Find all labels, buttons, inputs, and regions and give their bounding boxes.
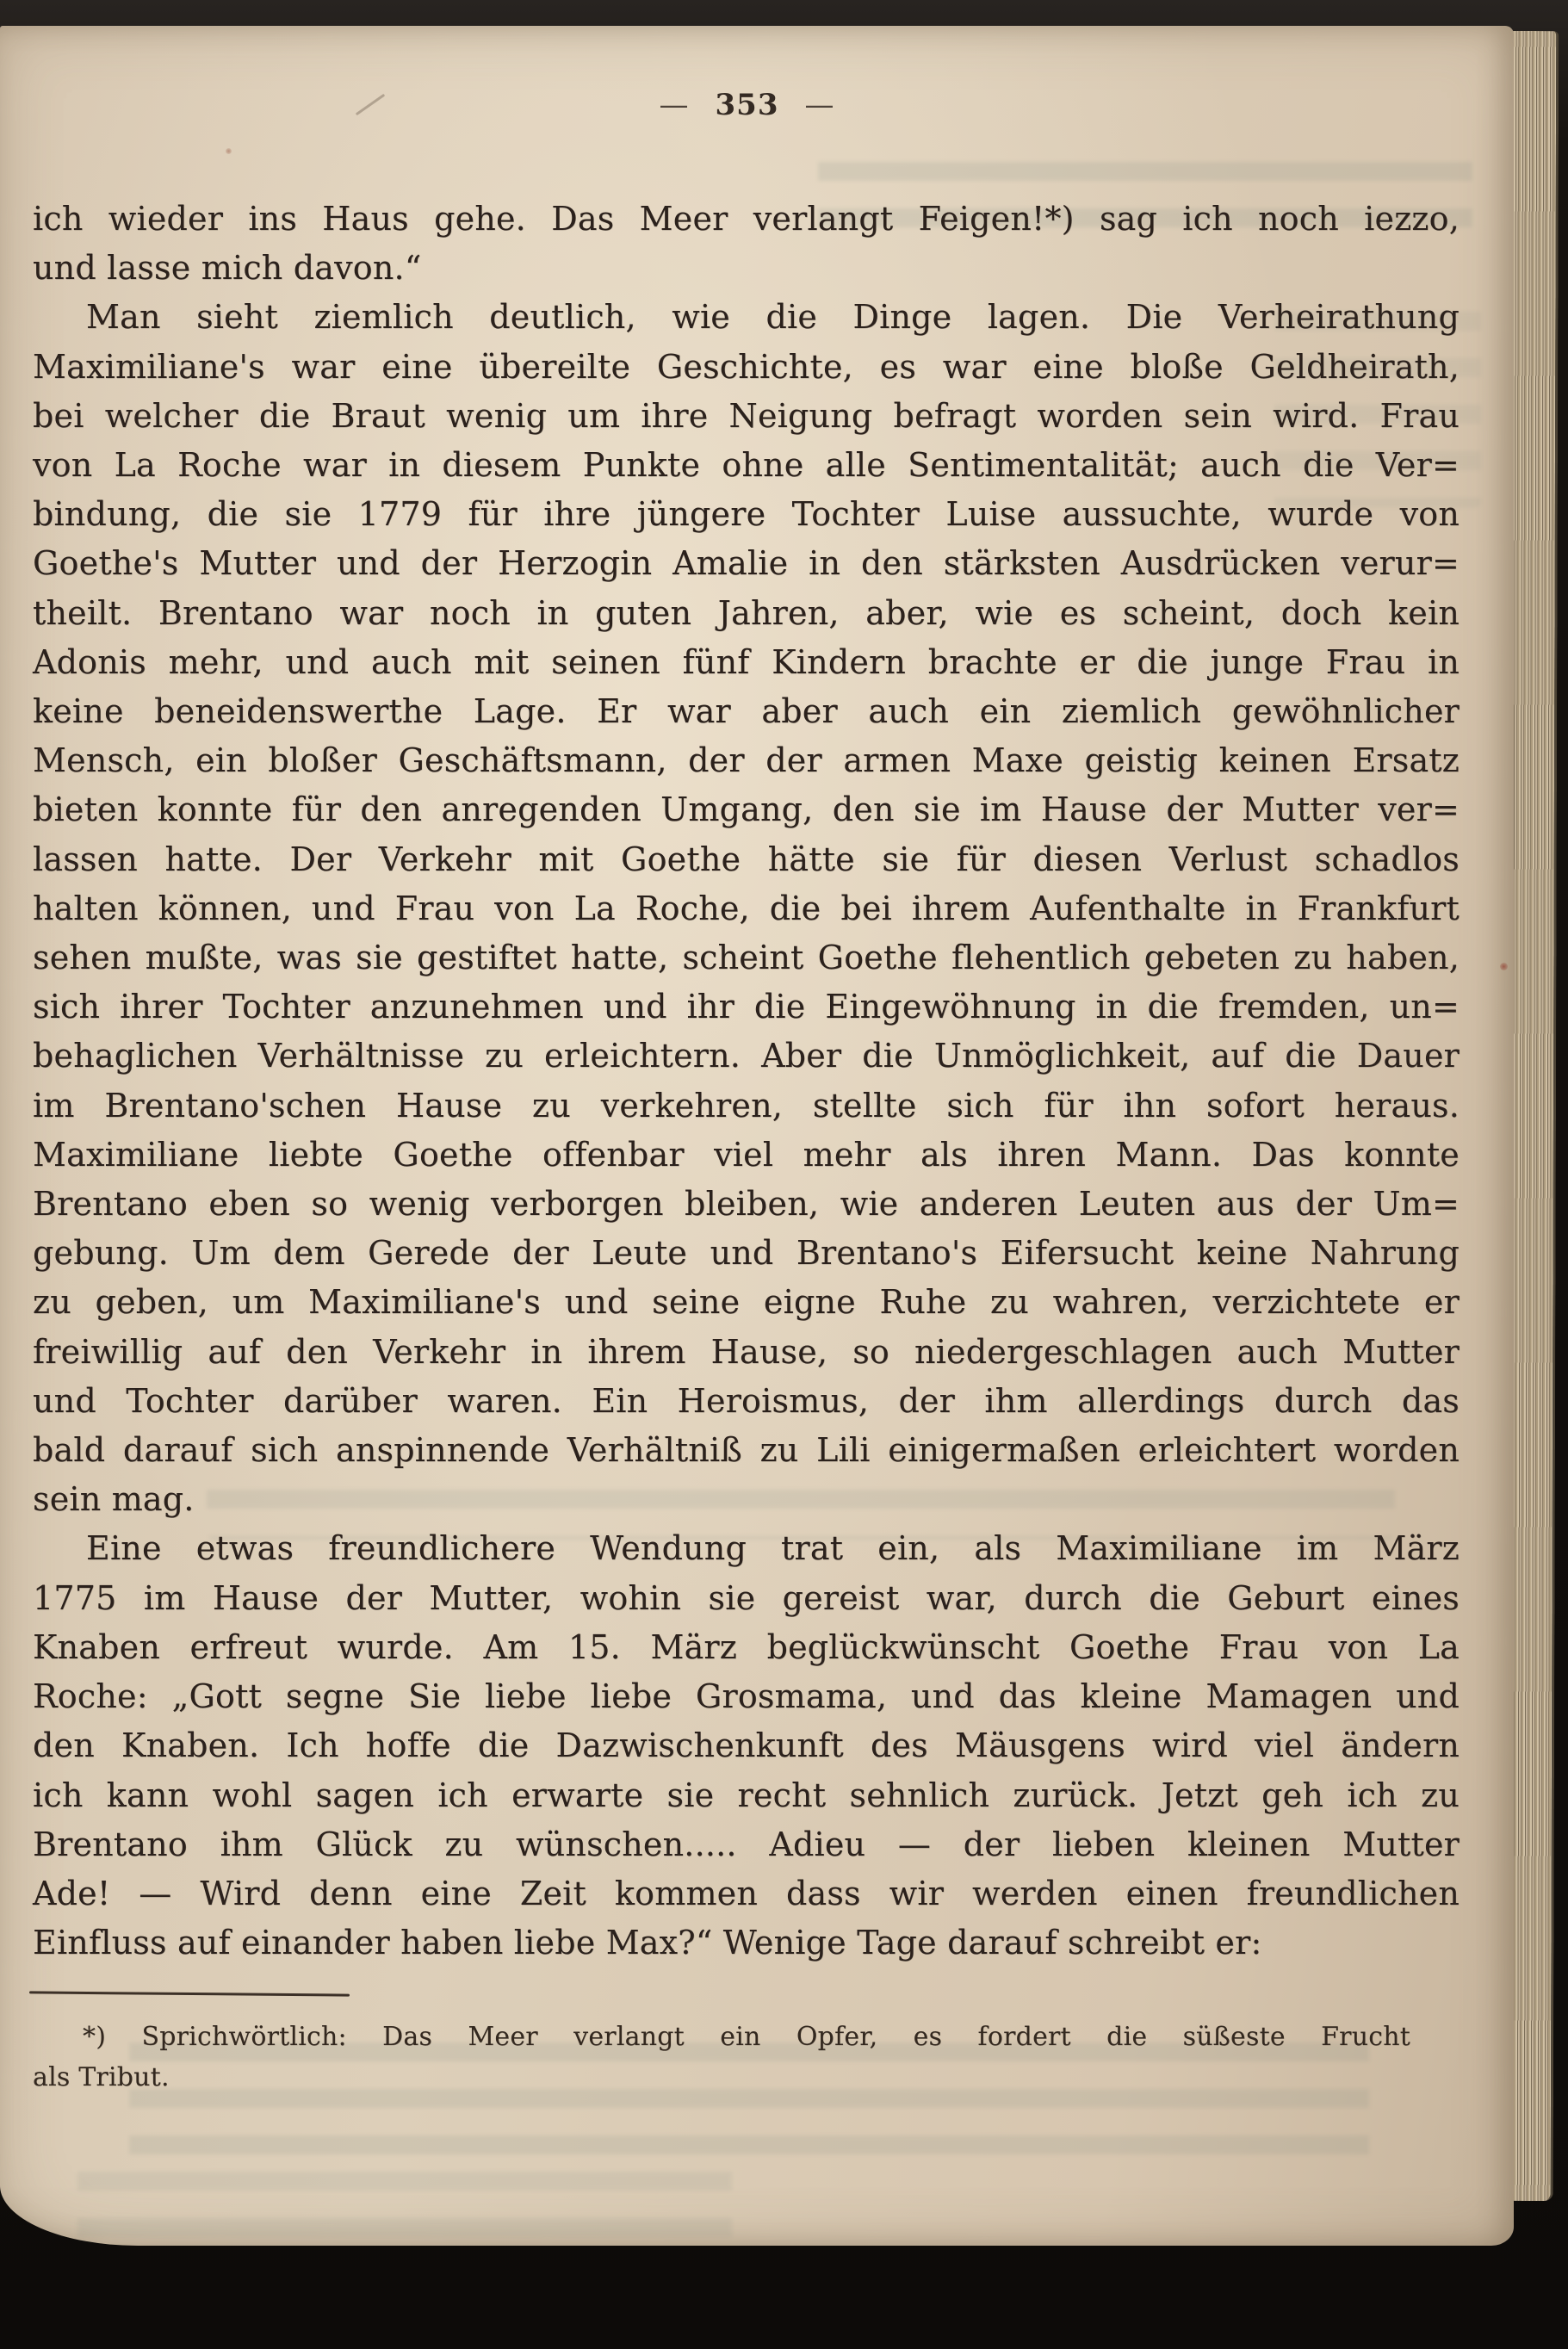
text-line: Ade! — Wird denn eine Zeit kommen dass wir werden einen freundlichen (33, 1874, 1460, 1912)
foxing-spot (1500, 963, 1508, 970)
bleedthrough-smudge (77, 2161, 732, 2256)
header-dash-right: — (804, 88, 835, 122)
text-line: als Tribut. (33, 2062, 170, 2092)
text-line: und lasse mich davon.“ (33, 249, 422, 288)
text-line: lassen hatte. Der Verkehr mit Goethe hätte sie für diesen Verlust schadlos (33, 840, 1460, 878)
text-line: sich ihrer Tochter anzunehmen und ihr die Eingewöhnung in die fremden, un= (33, 988, 1460, 1026)
page-header (34, 88, 1460, 122)
text-line: 1775 im Hause der Mutter, wohin sie gereist war, durch die Geburt eines (33, 1578, 1460, 1617)
page-number: 353 (715, 88, 779, 122)
text-line: im Brentano'schen Hause zu verkehren, stellte sich für ihn sofort heraus. (33, 1086, 1460, 1125)
text-line: und Tochter darüber waren. Ein Heroismus, der ihm allerdings durch das (33, 1381, 1460, 1420)
text-line: behaglichen Verhältnisse zu erleichtern. Aber die Unmöglichkeit, auf die Dauer (33, 1037, 1460, 1075)
footnote (33, 2017, 1410, 2098)
text-line: ich wieder ins Haus gehe. Das Meer verlangt Feigen!*) sag ich noch iezzo, (33, 200, 1460, 238)
text-line: Knaben erfreut wurde. Am 15. März beglückwünscht Goethe Frau von La (33, 1627, 1460, 1666)
page-body (33, 195, 1460, 1968)
text-line: keine beneidenswerthe Lage. Er war aber auch ein ziemlich gewöhnlicher (33, 692, 1460, 731)
text-line: freiwillig auf den Verkehr in ihrem Hause, so niedergeschlagen auch Mutter (33, 1332, 1460, 1371)
text-line: Roche: „Gott segne Sie liebe liebe Grosmama, und das kleine Mamagen und (33, 1677, 1460, 1716)
header-dash-left: — (659, 88, 690, 122)
text-line: Adonis mehr, und auch mit seinen fünf Kindern brachte er die junge Frau in (33, 642, 1460, 681)
text-line: gebung. Um dem Gerede der Leute und Brentano's Eifersucht keine Nahrung (33, 1234, 1460, 1273)
text-line: Goethe's Mutter und der Herzogin Amalie in den stärksten Ausdrücken verur= (33, 544, 1460, 583)
footnote-rule (29, 1991, 350, 1996)
text-line: sein mag. (33, 1480, 195, 1519)
text-line: bieten konnte für den anregenden Umgang, den sie im Hause der Mutter ver= (33, 790, 1460, 829)
text-line: von La Roche war in diesem Punkte ohne alle Sentimentalität; auch die Ver= (33, 446, 1460, 485)
text-line: Brentano ihm Glück zu wünschen..... Adieu — der lieben kleinen Mutter (33, 1825, 1460, 1863)
text-line: Einfluss auf einander haben liebe Max?“ Wenige Tage darauf schreibt er: (33, 1924, 1262, 1962)
foxing-spot (226, 148, 232, 154)
text-line: Eine etwas freundlichere Wendung trat ein, als Maximiliane im März (86, 1529, 1460, 1568)
text-line: Brentano eben so wenig verborgen bleiben, wie anderen Leuten aus der Um= (33, 1185, 1460, 1224)
text-line: bald darauf sich anspinnende Verhältniß zu Lili einigermaßen erleichtert worden (33, 1431, 1460, 1470)
text-line: sehen mußte, was sie gestiftet hatte, scheint Goethe flehentlich gebeten zu haben, (33, 939, 1460, 977)
text-line: den Knaben. Ich hoffe die Dazwischenkunft des Mäusgens wird viel ändern (33, 1726, 1460, 1765)
text-line: *) Sprichwörtlich: Das Meer verlangt ein Opfer, es fordert die süßeste Frucht (83, 2022, 1410, 2052)
text-line: theilt. Brentano war noch in guten Jahren, aber, wie es scheint, doch kein (33, 593, 1460, 632)
text-line: Mensch, ein bloßer Geschäftsmann, der der armen Maxe geistig keinen Ersatz (33, 741, 1460, 780)
text-line: Man sieht ziemlich deutlich, wie die Dinge lagen. Die Verheirathung (86, 298, 1460, 337)
book-page (0, 26, 1514, 2246)
text-line: Maximiliane's war eine übereilte Geschichte, es war eine bloße Geldheirath, (33, 347, 1460, 386)
text-line: bei welcher die Braut wenig um ihre Neigung befragt worden sein wird. Frau (33, 396, 1460, 435)
text-line: Maximiliane liebte Goethe offenbar viel mehr als ihren Mann. Das konnte (33, 1135, 1460, 1174)
text-line: halten können, und Frau von La Roche, die bei ihrem Aufenthalte in Frankfurt (33, 889, 1460, 927)
text-line: ich kann wohl sagen ich erwarte sie recht sehnlich zurück. Jetzt geh ich zu (33, 1776, 1460, 1814)
text-line: zu geben, um Maximiliane's und seine eigne Ruhe zu wahren, verzichtete er (33, 1283, 1460, 1322)
text-line: bindung, die sie 1779 für ihre jüngere Tochter Luise aussuchte, wurde von (33, 495, 1460, 534)
